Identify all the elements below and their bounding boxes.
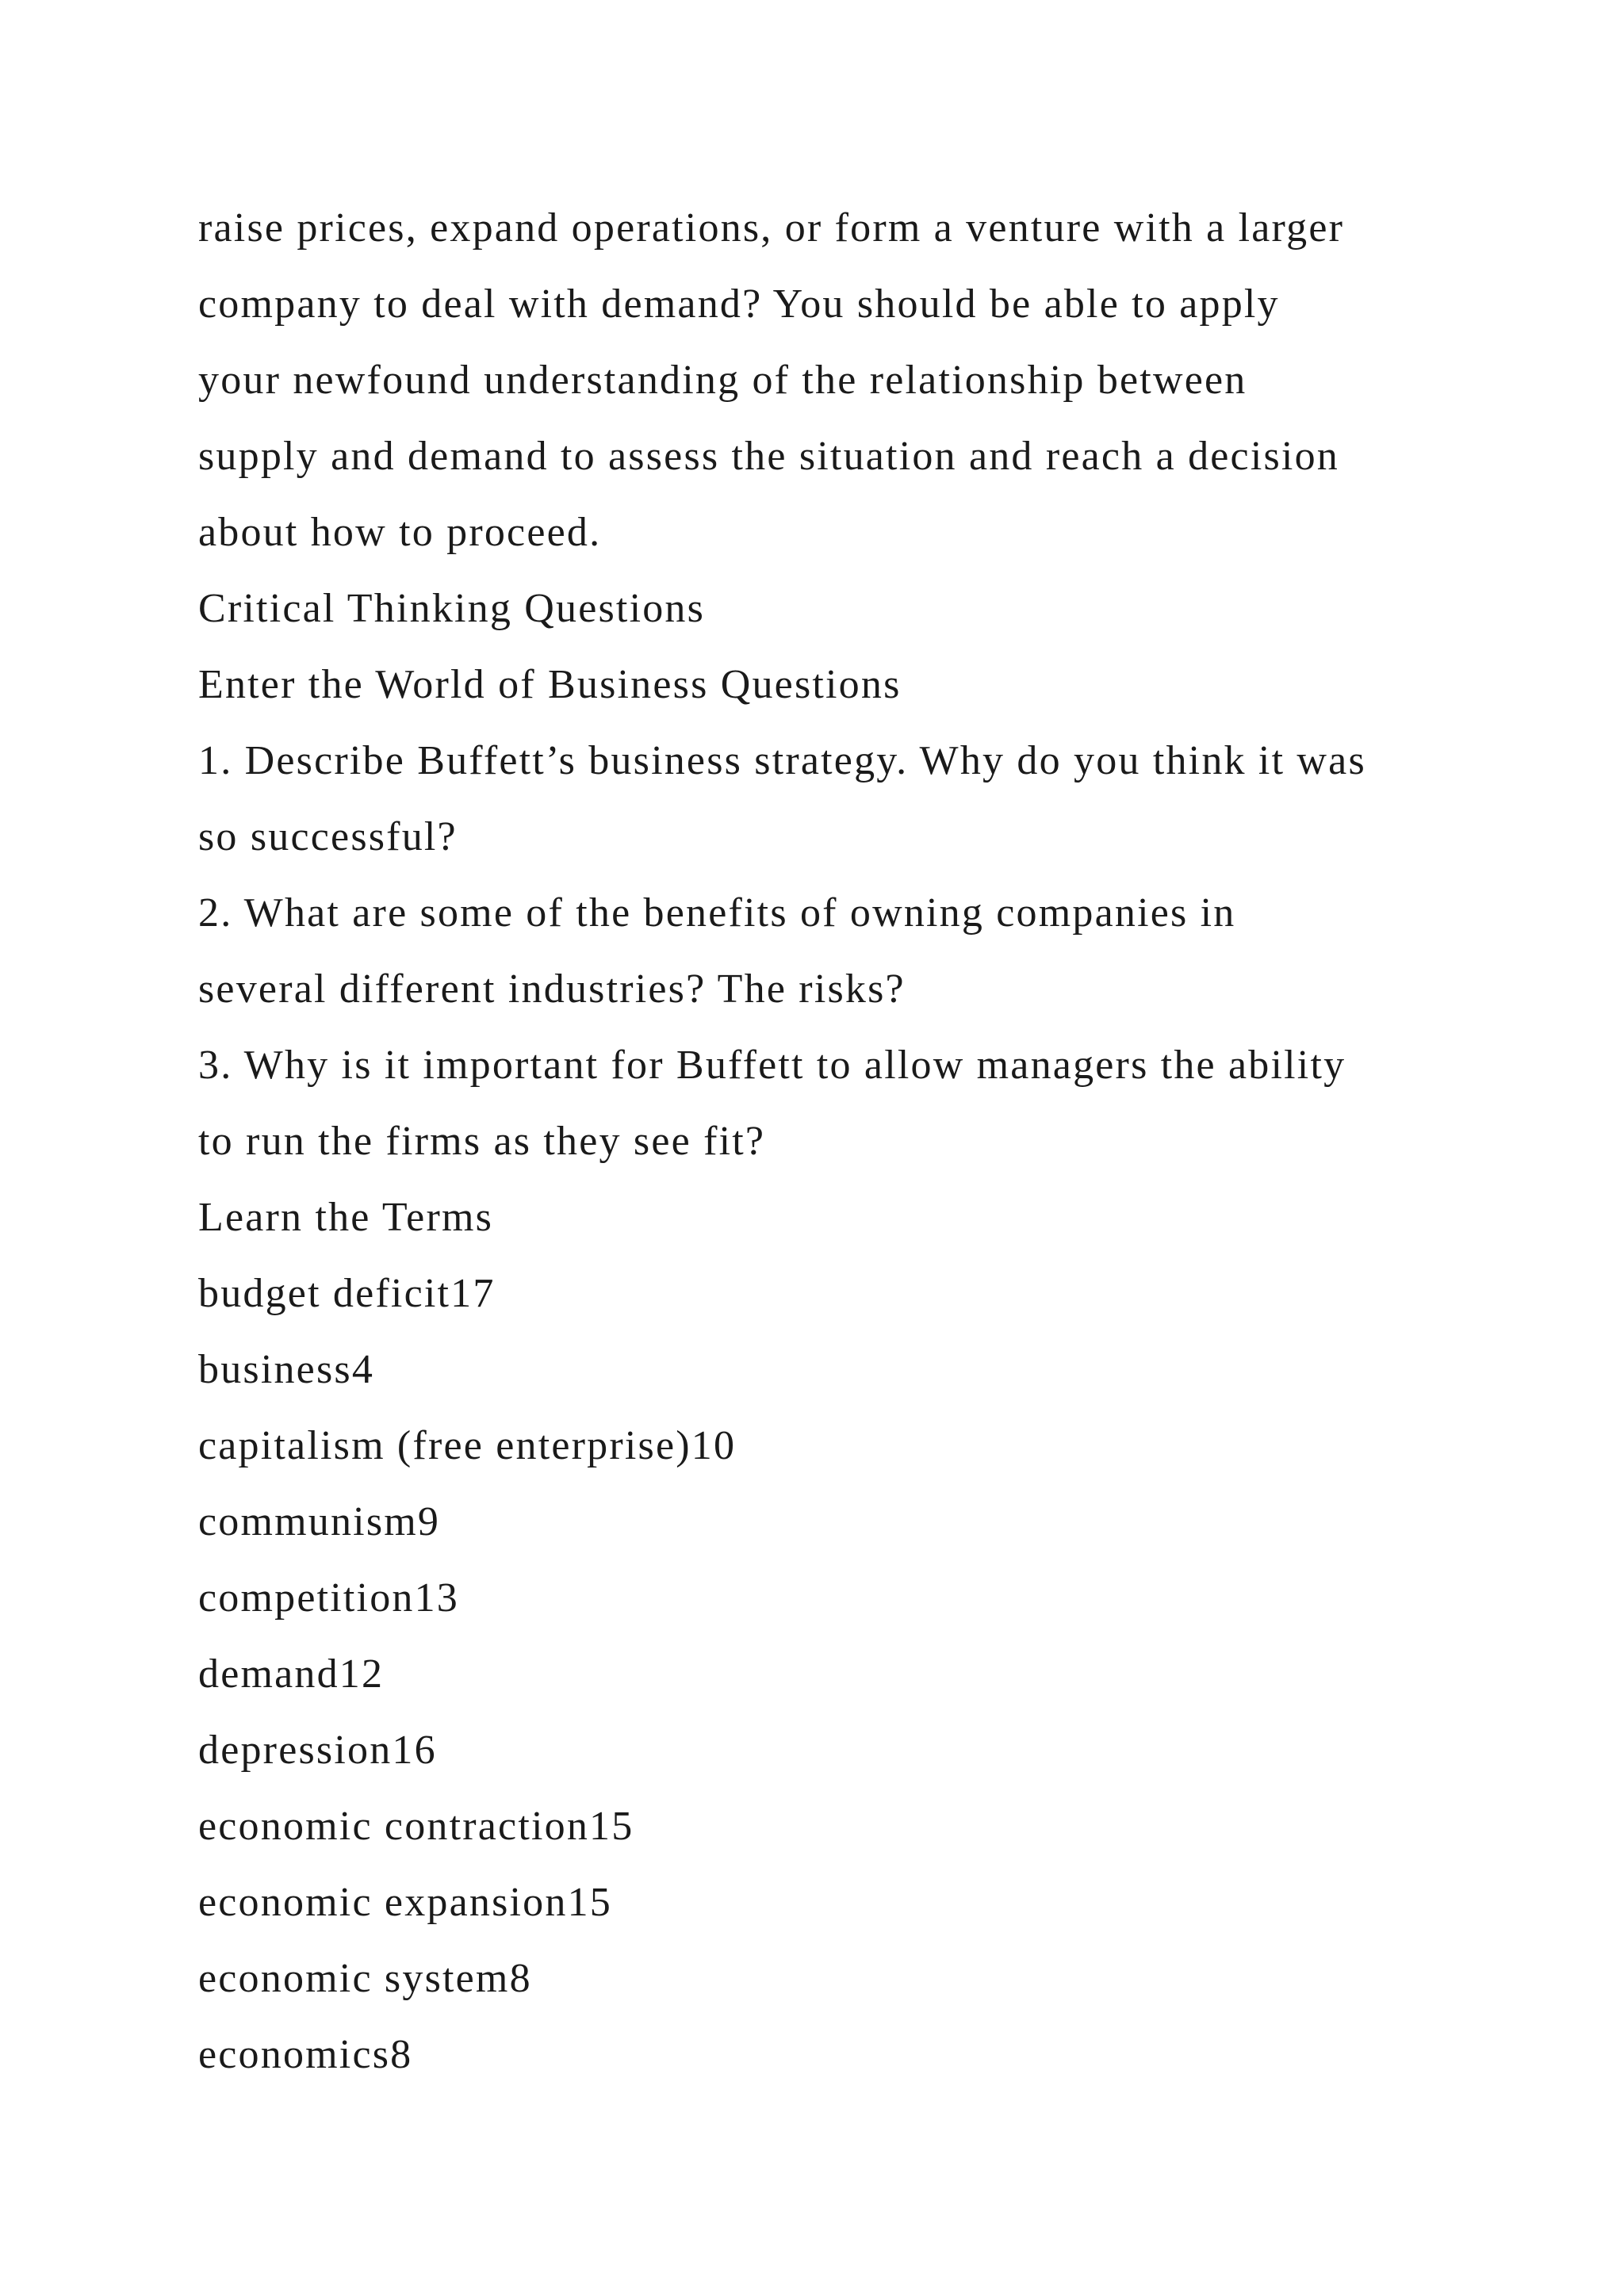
term-entry: demand12 (198, 1651, 385, 1697)
term-entry: business4 (198, 1347, 375, 1392)
paragraph-line: about how to proceed. (198, 510, 602, 555)
paragraph-line: your newfound understanding of the relationship between (198, 358, 1247, 403)
terms-heading: Learn the Terms (198, 1195, 494, 1240)
question-line: so successful? (198, 814, 458, 859)
term-entry: economics8 (198, 2032, 413, 2077)
term-entry: communism9 (198, 1499, 441, 1544)
term-entry: capitalism (free enterprise)10 (198, 1423, 737, 1468)
term-entry: economic expansion15 (198, 1880, 612, 1925)
question-line: 3. Why is it important for Buffett to allow managers the ability (198, 1043, 1346, 1088)
question-line: 1. Describe Buffett’s business strategy. Why do you think it was (198, 738, 1366, 783)
term-entry: budget deficit17 (198, 1271, 496, 1316)
paragraph-line: raise prices, expand operations, or form a venture with a larger (198, 205, 1345, 251)
paragraph-line: supply and demand to assess the situation and reach a decision (198, 434, 1339, 479)
term-entry: economic contraction15 (198, 1804, 634, 1849)
section-heading: Critical Thinking Questions (198, 586, 706, 631)
term-entry: depression16 (198, 1728, 437, 1773)
term-entry: economic system8 (198, 1956, 532, 2001)
document-body (198, 190, 1546, 2093)
question-line: 2. What are some of the benefits of owning companies in (198, 890, 1236, 936)
term-entry: competition13 (198, 1575, 459, 1621)
question-line: several different industries? The risks? (198, 966, 906, 1012)
paragraph-line: company to deal with demand? You should be able to apply (198, 281, 1280, 327)
question-line: to run the firms as they see fit? (198, 1119, 766, 1164)
subsection-heading: Enter the World of Business Questions (198, 662, 902, 707)
